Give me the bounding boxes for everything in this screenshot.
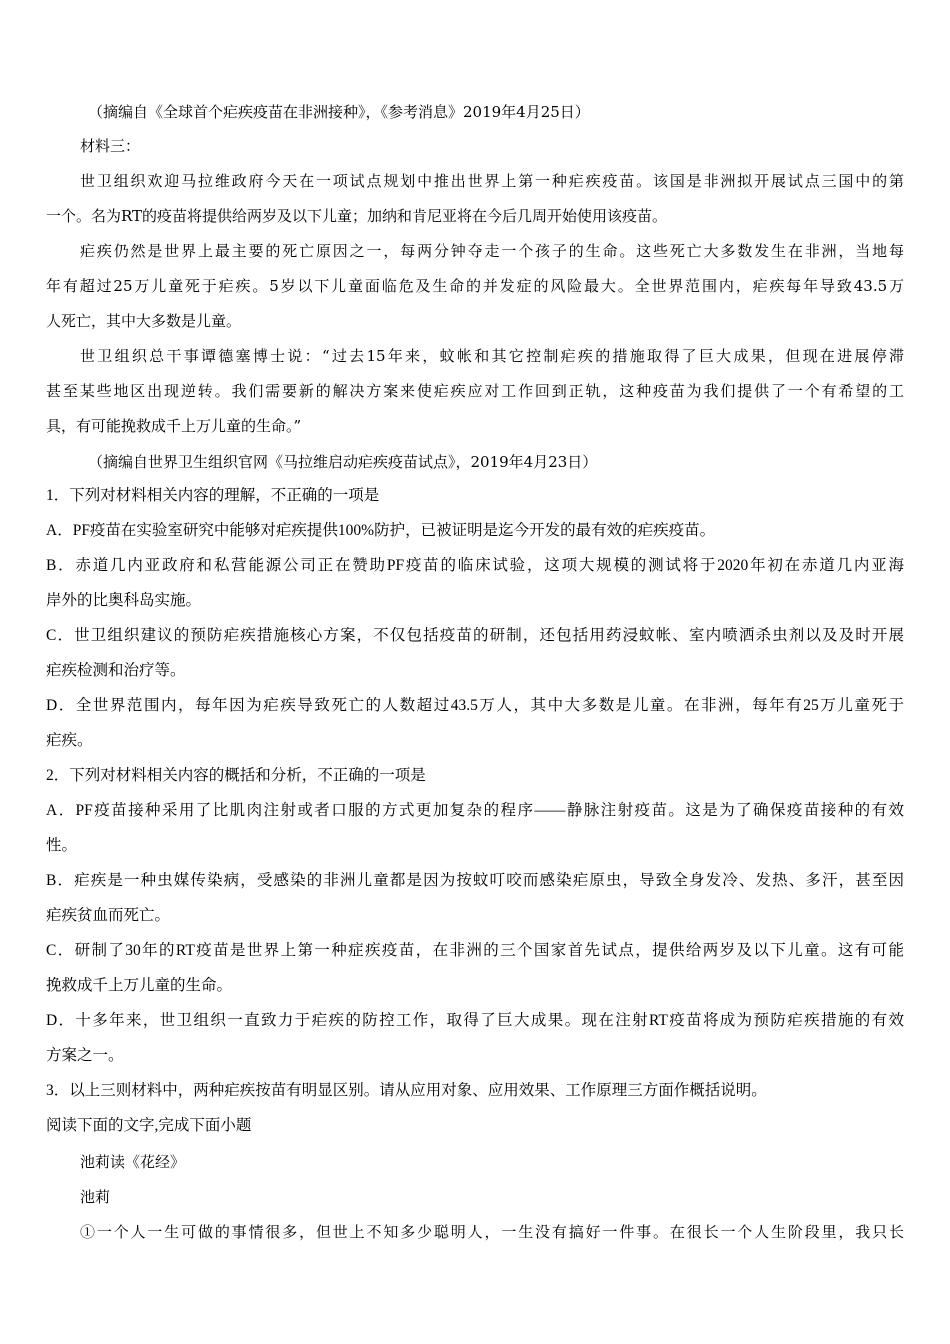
question-2-option-c-line-2: 挽救成千上万儿童的生命。 (46, 977, 233, 994)
material3-source: （摘编自世界卫生组织官网《马拉维启动疟疾疫苗试点》，2019年4月23日） (88, 453, 598, 471)
material3-paragraph-3-line-1: 世卫组织总干事谭德塞博士说：“过去15年来，蚊帐和其它控制疟疾的措施取得了巨大成果，但现在进展停滞 (80, 347, 904, 365)
question-1-option-d-line-2: 疟疾。 (46, 732, 93, 749)
question-1-option-b-line-1: B．赤道几内亚政府和私营能源公司正在赞助PF疫苗的临床试验，这项大规模的测试将于2020年初在赤道几内亚海 (46, 557, 904, 574)
reading-title: 池莉读《花经》 (80, 1153, 186, 1171)
reading-instruction: 阅读下面的文字,完成下面小题 (46, 1117, 252, 1134)
material3-paragraph-2-line-3: 人死亡，其中大多数是儿童。 (46, 312, 242, 330)
question-2-option-b-line-1: B．疟疾是一种虫媒传染病，受感染的非洲儿童都是因为按蚊叮咬而感染疟原虫，导致全身发冷、发热、多汗，甚至因 (46, 872, 904, 889)
material3-paragraph-1-line-1: 世卫组织欢迎马拉维政府今天在一项试点规划中推出世界上第一种疟疾疫苗。该国是非洲拟开展试点三国中的第 (80, 172, 904, 190)
reading-author: 池莉 (80, 1188, 111, 1206)
material3-paragraph-3-line-2: 甚至某些地区出现逆转。我们需要新的解决方案来使疟疾应对工作回到正轨，这种疫苗为我们提供了一个有希望的工 (46, 382, 904, 400)
question-1-option-a: A．PF疫苗在实验室研究中能够对疟疾提供100%防护，已被证明是迄今开发的最有效的疟疾疫苗。 (46, 522, 716, 539)
question-2-option-d-line-2: 方案之一。 (46, 1047, 124, 1064)
question-2-option-c-line-1: C．研制了30年的RT疫苗是世界上第一种症疾疫苗，在非洲的三个国家首先试点，提供给两岁及以下儿童。这有可能 (46, 942, 904, 959)
material3-paragraph-1-line-2: 一个。名为RT的疫苗将提供给两岁及以下儿童；加纳和肯尼亚将在今后几周开始使用该疫苗。 (46, 207, 668, 225)
material2-source: （摘编自《全球首个疟疾疫苗在非洲接种》，《参考消息》2019年4月25日） (88, 103, 590, 121)
material3-paragraph-3-line-3: 具，有可能挽救成千上万儿童的生命。” (46, 417, 302, 435)
reading-paragraph-1: ①一个人一生可做的事情很多，但世上不知多少聪明人，一生没有搞好一件事。在很长一个人生阶段里，我只长 (80, 1223, 904, 1241)
question-2-option-b-line-2: 疟疾贫血而死亡。 (46, 907, 171, 924)
material3-heading: 材料三： (80, 137, 141, 155)
material3-paragraph-2-line-1: 疟疾仍然是世界上最主要的死亡原因之一，每两分钟夺走一个孩子的生命。这些死亡大多数发生在非洲，当地每 (80, 242, 904, 260)
question-3-stem: 3．以上三则材料中，两种疟疾按苗有明显区别。请从应用对象、应用效果、工作原理三方面作概括说明。 (46, 1082, 767, 1099)
material3-paragraph-2-line-2: 年有超过25万儿童死于疟疾。5岁以下儿童面临危及生命的并发症的风险最大。全世界范围内，疟疾每年导致43.5万 (46, 277, 904, 295)
question-1-option-c-line-1: C．世卫组织建议的预防疟疾措施核心方案，不仅包括疫苗的研制，还包括用药浸蚊帐、室内喷洒杀虫剂以及及时开展 (46, 627, 904, 644)
question-1-option-d-line-1: D．全世界范围内，每年因为疟疾导致死亡的人数超过43.5万人，其中大多数是儿童。在非洲，每年有25万儿童死于 (46, 697, 904, 714)
question-2-stem: 2．下列对材料相关内容的概括和分析，不正确的一项是 (46, 767, 426, 784)
question-1-option-c-line-2: 疟疾检测和治疗等。 (46, 662, 186, 679)
question-2-option-a-line-1: A．PF疫苗接种采用了比肌肉注射或者口服的方式更加复杂的程序——静脉注射疫苗。这是为了确保疫苗接种的有效 (46, 802, 904, 819)
question-1-option-b-line-2: 岸外的比奥科岛实施。 (46, 592, 202, 609)
question-1-stem: 1．下列对材料相关内容的理解，不正确的一项是 (46, 487, 380, 504)
question-2-option-d-line-1: D．十多年来，世卫组织一直致力于疟疾的防控工作，取得了巨大成果。现在注射RT疫苗将成为预防疟疾措施的有效 (46, 1012, 904, 1029)
question-2-option-a-line-2: 性。 (46, 837, 78, 854)
